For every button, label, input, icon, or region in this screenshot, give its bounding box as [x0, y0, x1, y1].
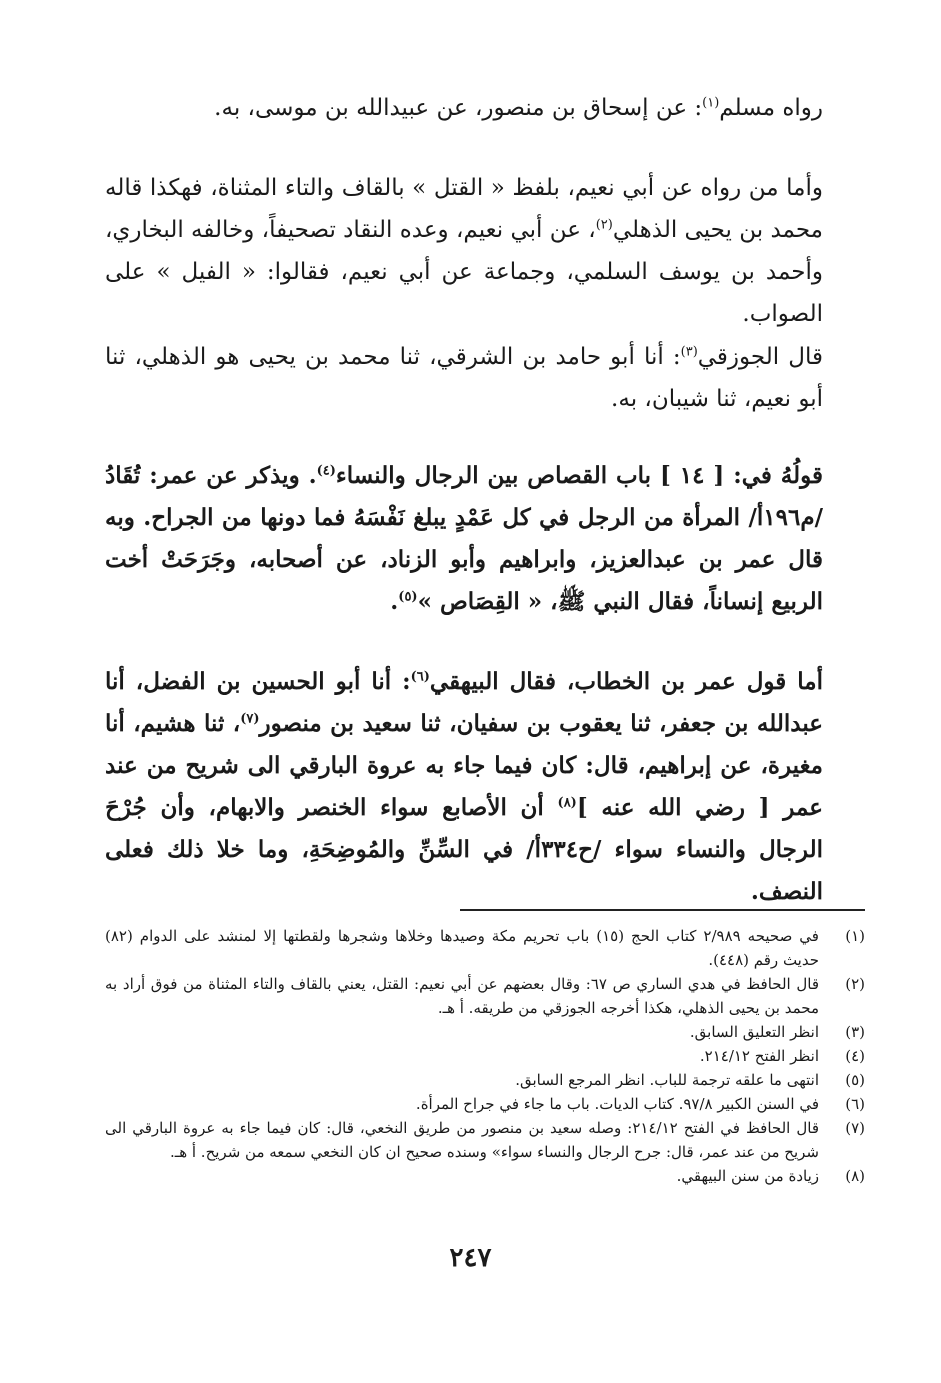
paragraph-2 [105, 167, 823, 335]
footnote-ref[interactable]: (٥) [398, 589, 418, 605]
paragraph-text: أما قول عمر بن الخطاب، فقال البيهقي [429, 668, 823, 695]
paragraph-text: : أنا أبو الحسين بن الفضل، أنا عبدالله بن جعفر، ثنا يعقوب بن سفيان، ثنا سعيد بن منصور [105, 668, 823, 737]
page-number: ٢٤٧ [449, 1243, 492, 1273]
footnote [105, 1164, 865, 1188]
footnote-ref[interactable]: (٤) [316, 463, 336, 479]
footnote-separator [460, 909, 865, 911]
footnote-text: في صحيحه ٢/٩٨٩ كتاب الحج (١٥) باب تحريم مكة وصيدها وخلاها وشجرها ولقطتها إلا لمنشد على الدوام (٨٢) حديث رقم (٤٤٨). [105, 927, 819, 969]
footnote-ref[interactable]: (٦) [410, 669, 430, 685]
footnote-ref[interactable]: (١) [702, 95, 720, 111]
paragraph-text: رواه مسلم [719, 95, 823, 121]
footnote-text: قال الحافظ في الفتح ٢١٤/١٢: وصله سعيد بن منصور من طريق النخعي، قال: كان فيما جاء به عروة البارقي الى شريح من عند عمر، قال: جرح الرجال والنساء سواء» وسنده صحيح ان كان النخعي سمعه من شريح. أ هـ. [105, 1119, 820, 1161]
footnote-number: (٧) [845, 1119, 865, 1137]
paragraph-text: وأما من رواه عن أبي نعيم، بلفظ « القتل » بالقاف والتاء المثناة، فهكذا قاله محمد بن يحيى الذهلي [105, 175, 823, 243]
paragraph-3 [105, 336, 823, 420]
paragraph-text: قال الجوزقي [697, 344, 823, 370]
footnote-number: (١) [845, 927, 865, 945]
paragraph-text: أن الأصابع سواء الخنصر والابهام، وأن جُرْحَ الرجال والنساء سواء /ح٣٣٤أ/ في السِّنِّ والمُوضِحَةِ، وما خلا ذلك فعلى النصف. [105, 794, 823, 905]
footnote [105, 1020, 865, 1044]
footnote-number: (٥) [845, 1071, 865, 1089]
footnote-text: في السنن الكبير ٩٧/٨. كتاب الديات. باب ما جاء في جراح المرأة. [415, 1095, 819, 1113]
paragraph-text: ، ثنا هشيم، أنا مغيرة، عن إبراهيم، قال: كان فيما جاء به عروة البارقي الى شريح من عند عمر [ رضي الله عنه ] [105, 710, 823, 821]
footnote-text: انظر الفتح ٢١٤/١٢. [699, 1047, 819, 1065]
footnote [105, 1092, 865, 1116]
footnote-text: انتهى ما علقه ترجمة للباب. انظر المرجع السابق. [515, 1071, 819, 1089]
paragraph-text: : أنا أبو حامد بن الشرقي، ثنا محمد بن يحيى هو الذهلي، ثنا أبو نعيم، ثنا شيبان، به. [105, 344, 823, 412]
footnote-ref[interactable]: (٢) [595, 217, 613, 233]
footnote [105, 1068, 865, 1092]
footnote-ref[interactable]: (٧) [240, 711, 260, 727]
footnote-ref[interactable]: (٨) [557, 795, 577, 811]
footnote [105, 1116, 865, 1164]
paragraph-text: قولُهُ في: [ ١٤ ] باب القصاص بين الرجال والنساء [335, 462, 823, 489]
paragraph-1 [105, 87, 823, 129]
footnote-text: زيادة من سنن البيهقي. [676, 1167, 819, 1185]
footnote [105, 1044, 865, 1068]
footnote-number: (٢) [845, 975, 865, 993]
paragraph-text: ، عن أبي نعيم، وعده النقاد تصحيفاً، وخالفه البخاري، وأحمد بن يوسف السلمي، وجماعة عن أبي نعيم، فقالوا: « الفيل » على الصواب. [105, 217, 823, 327]
paragraph-text: . ويذكر عن عمر: تُقَادُ /م١٩٦أ/ المرأة من الرجل في كل عَمْدٍ يبلغ نَفْسَهُ فما دونها من الجراح. وبه قال عمر بن عبدالعزيز، وابراهيم وأبو الزناد، عن أصحابه، وجَرَحَتْ أخت الربيع إنساناً، فقال النبي ﷺ، « القِصَاص » [105, 462, 823, 615]
paragraph-5 [105, 661, 823, 913]
footnote-text: قال الحافظ في هدي الساري ص ٦٧: وقال بعضهم عن أبي نعيم: القتل، يعني بالقاف والتاء المثناة من فوق أراد به محمد بن يحيى الذهلي، هكذا أخرجه الجوزقي من طريقه. أ هـ. [105, 975, 820, 1017]
paragraph-text: . [390, 588, 399, 615]
footnote [105, 972, 865, 1020]
footnote [105, 924, 865, 972]
footnote-number: (٣) [845, 1023, 865, 1041]
footnotes [105, 924, 865, 1188]
footnote-ref[interactable]: (٣) [680, 344, 698, 360]
footnote-number: (٦) [845, 1095, 865, 1113]
footnote-number: (٨) [845, 1167, 865, 1185]
paragraph-text: : عن إسحاق بن منصور، عن عبيدالله بن موسى، به. [214, 95, 703, 121]
footnote-number: (٤) [845, 1047, 865, 1065]
footnote-text: انظر التعليق السابق. [689, 1023, 819, 1041]
paragraph-4 [105, 455, 823, 623]
